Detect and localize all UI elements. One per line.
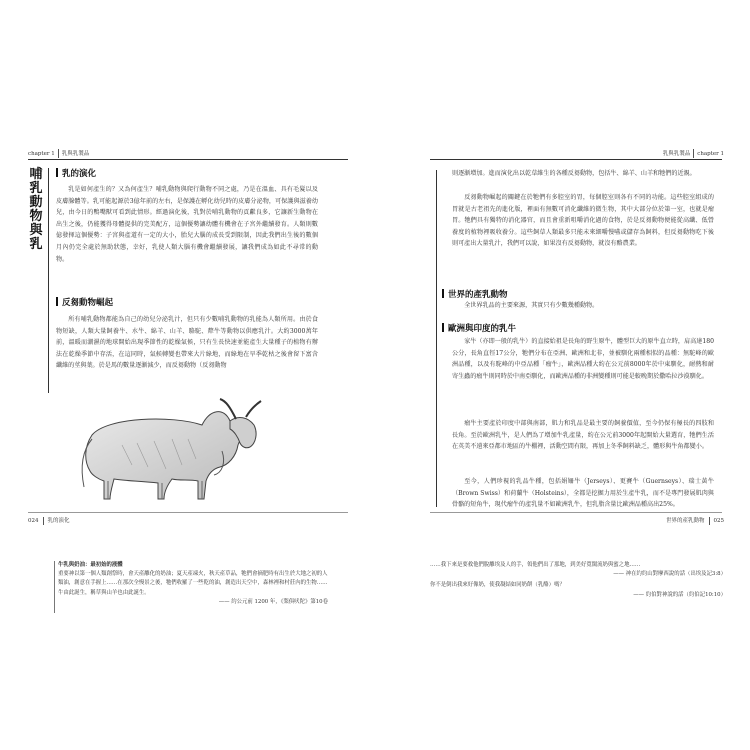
left-page-number: 024	[28, 518, 39, 524]
quote-left-body: 重要神以第一個人類創祭時，會天產離化的奶油；夏天產凍火，秋天產草品，牠們會摘肥時有出生於大地之初的人類油，創意在手握上……在那次全慢景之後，牠們收羅了一些乾的油，創造出天空中，森林裡和村莊內的生物……牛由此誕生，稱草與山羊也由此誕生。	[58, 571, 328, 596]
heading-text: 反芻動物崛起	[62, 298, 114, 308]
header-left-title: 乳與乳製品	[61, 151, 90, 157]
right-footer-rule	[430, 512, 722, 513]
left-running-title: 乳的演化	[47, 518, 70, 524]
quote-left-rule	[54, 561, 55, 613]
quote-right-source1: —— 神在約約山對摩西說的話（出埃及記3:8）	[613, 571, 726, 578]
heading-text: 乳的演化	[62, 169, 97, 179]
section-heading-ruminants-rise	[56, 296, 113, 308]
header-right	[663, 149, 724, 158]
sidebar-title: 哺乳動物與乳	[29, 167, 43, 252]
paragraph-milk-evolution: 乳是如何產生的？又為何產生？哺乳動物與爬行動物不同之處，乃是在溫血、具有毛髮以及皮膚腺體等。乳可能起源於3億年前的左右，是保護在孵化幼兒時的皮膚分泌物，可保護與滋養幼兒，由今日的鴨嘴獸可看到此情形。經過演化後，乳對於哺乳動物的貢獻良多，它讓新生動物在出生之後，仍能獲得母體提供的完美配方，這個優勢讓幼體有機會在子宮外繼續發育。人類則數億發揮這個優勢：子宮與產道有一定的大小，胎兒大腦的成長受到限制，因此我們出生後的數個月內仍完全處於無助狀態，幸好，乳使人類大腦有機會繼續發展，讓我們成為如此不尋常的動物。	[56, 186, 318, 263]
quote-box-left	[58, 561, 328, 607]
right-footer	[666, 516, 724, 525]
right-running-title: 世界的產乳動物	[665, 518, 705, 524]
section-heading-world-dairy-animals	[442, 288, 508, 300]
header-right-title: 乳與乳製品	[662, 151, 691, 157]
paragraph-right-intro-stomach: 反芻動物崛起的關鍵在於牠們有多腔室的胃，每個腔室則各有不同的功能。這些腔室組成的胃就是古老祖先的進化版，裡面有無數可消化纖維的微生物，其中大部分位於第一室，也就是瘤胃。牠們具有獨特的消化器官，而且會重新咀嚼消化過的食物，於是反芻動物便能從高纖、低營養度的植物裡吸收養分。這些飼草人類最多只能未來細嚼慢嚥或儲存為飼料，但反芻動物吃下後則可產出大量乳汁，我們可以說，如果沒有反芻動物，就沒有酪農業。	[452, 194, 714, 248]
header-left	[28, 149, 89, 158]
header-rule-left	[28, 159, 348, 160]
paragraph-zebu-european: 瘤牛主要產於印度中部與南部，肌力和乳品是最主要的飼養價值，至今仍保有極長的四肢和長角。至於歐洲乳牛，是人們為了增加牛乳產量，約在公元前3000年起開始大量選育，牠們生活在英美不遠來亞都市地區的牛棚裡，活動空間有限，再加上冬季飼料缺乏，體形與牛角都變小。	[452, 420, 714, 451]
quote-right-line1: ……我下來是要救他們脫離埃及人的手，領他們出了那地，到美好寬闊流奶與蜜之地……	[430, 562, 641, 568]
header-left-chapter: chapter 1	[28, 151, 55, 157]
right-page-number: 025	[713, 518, 724, 524]
quote-right-source2: —— 約伯對神說的話（約伯記10:10）	[633, 591, 726, 598]
left-footer-rule	[28, 512, 348, 513]
quote-box-right	[430, 561, 726, 600]
paragraph-cattle-origins: 家牛（亦即一般的乳牛）的直接始祖是長角的野生原牛，體型巨大的原牛直立時，肩高達180公分，長角直徑17公分，牠們分布在亞洲、歐洲和北非，並被馴化兩種相似的品種：無駝峰的歐洲品種，以及有駝峰的中亞品種「瘤牛」，歐洲品種大約在公元前8000年於中東馴化，耐熱和耐寄生蟲的瘤牛則同時於中南亞馴化，而歐洲品種的非洲變種則可能是較晚期於撒哈拉沙漠馴化。	[452, 338, 714, 380]
right-page-rule	[436, 170, 437, 507]
heading-text: 世界的產乳動物	[448, 290, 508, 300]
paragraph-ruminants-rise: 所有哺乳動物都能為自己的幼兒分泌乳汁，但只有少數哺乳動物的乳能為人類所用。由於食物短缺，人類大量飼養牛、水牛、綿羊、山羊、駱駝、犛牛等動物以供應乳汁。大約3000萬年前，溫暖而潮濕的地球開始出現季節性的乾燥氣候，只有生長快速並能產生大量種子的植物有辦法在乾燥季節中存活，在這同時，氣候轉變也帶來大片綠地，而綠地在旱季乾枯之後會留下富含纖維的莖與葉。於是馬的數量逐漸減少，而反芻動物（反芻動物	[56, 316, 318, 370]
heading-text: 歐洲與印度的乳牛	[448, 324, 517, 334]
section-heading-european-indian-cattle	[442, 322, 516, 334]
left-footer	[28, 516, 70, 525]
paragraph-right-intro-continuation: 則逐漸增加。進而演化出以乾草維生的各種反芻動物，包括牛、綿羊、山羊和牠們的近親。	[452, 170, 696, 177]
quote-left-source: —— 約公元前 1200 年，《梨俱吠陀》第10卷	[218, 598, 328, 605]
quote-left-title: 牛乳與奶油：最初始的液體	[58, 562, 123, 568]
zebu-bull-illustration-icon	[62, 395, 262, 505]
header-right-chapter: chapter 1	[697, 151, 724, 157]
quote-right-line2: 你不是倒出我來好像奶，使我凝結如同奶餅（乳酪）嗎？	[430, 582, 565, 589]
paragraph-world-dairy-animals: 全世界乳品的主要來源，其實只有少數幾種動物。	[464, 302, 599, 309]
header-rule-right	[430, 159, 722, 160]
section-heading-milk-evolution	[56, 167, 96, 179]
left-page-rule	[48, 168, 49, 393]
paragraph-dairy-breeds: 至今，人們珍視的乳品牛種，包括娟姍牛（Jerseys）、更賽牛（Guernseys）、瑞士黃牛（Brown Swiss）和荷蘭牛（Holsteins），全都是挖掘力用於生產牛乳，而不是專門發展肌肉與骨骼的短角牛，現代瘤牛的產乳量不如歐洲乳牛，但乳脂含量比歐洲品種高出25%。	[452, 478, 714, 509]
